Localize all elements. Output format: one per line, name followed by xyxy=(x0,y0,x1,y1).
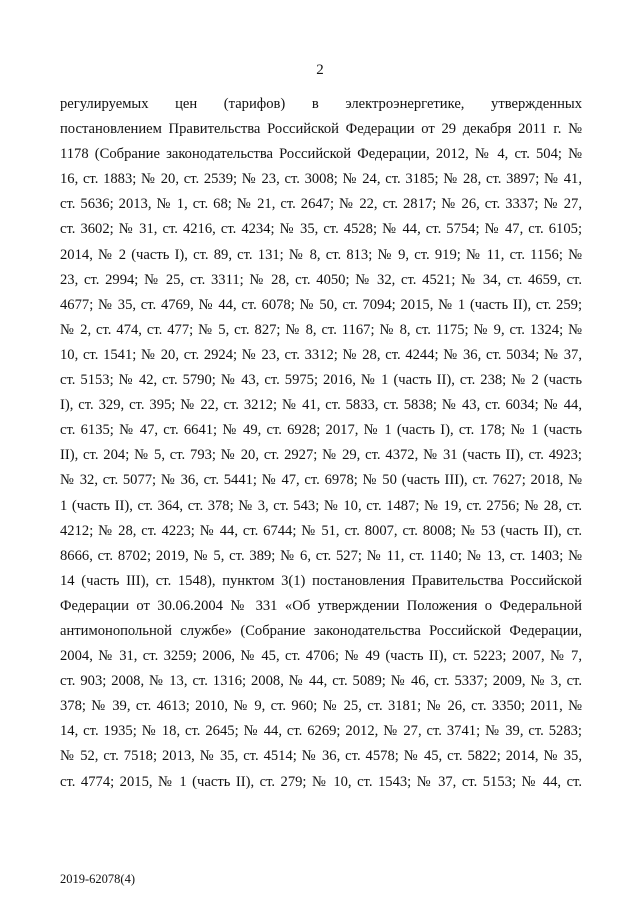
text-line: 14 (часть III), ст. 1548), пунктом 3(1) постановления Правительства Российской xyxy=(60,572,582,589)
text-line: ст. 4774; 2015, № 1 (часть II), ст. 279; № 10, ст. 1543; № 37, ст. 5153; № 44, ст. xyxy=(60,773,582,790)
text-line: 14, ст. 1935; № 18, ст. 2645; № 44, ст. 6269; 2012, № 27, ст. 3741; № 39, ст. 5283; xyxy=(60,723,582,740)
text-line: 16, ст. 1883; № 20, ст. 2539; № 23, ст. 3008; № 24, ст. 3185; № 28, ст. 3897; № 41, xyxy=(60,171,582,188)
text-line: ст. 903; 2008, № 13, ст. 1316; 2008, № 44, ст. 5089; № 46, ст. 5337; 2009, № 3, ст. xyxy=(60,673,582,690)
text-line: 2014, № 2 (часть I), ст. 89, ст. 131; № 8, ст. 813; № 9, ст. 919; № 11, ст. 1156; № xyxy=(60,246,582,263)
text-line: 4212; № 28, ст. 4223; № 44, ст. 6744; № 51, ст. 8007, ст. 8008; № 53 (часть II), ст. xyxy=(60,522,582,539)
text-line: постановлением Правительства Российской Федерации от 29 декабря 2011 г. № xyxy=(60,121,582,138)
text-line: II), ст. 204; № 5, ст. 793; № 20, ст. 2927; № 29, ст. 4372, № 31 (часть II), ст. 4923; xyxy=(60,447,582,464)
page-number: 2 xyxy=(316,62,324,78)
text-line: 378; № 39, ст. 4613; 2010, № 9, ст. 960; № 25, ст. 3181; № 26, ст. 3350; 2011, № xyxy=(60,698,582,715)
text-line: 1 (часть II), ст. 364, ст. 378; № 3, ст. 543; № 10, ст. 1487; № 19, ст. 2756; № 28, ст. xyxy=(60,497,582,514)
text-line: 2004, № 31, ст. 3259; 2006, № 45, ст. 4706; № 49 (часть II), ст. 5223; 2007, № 7, xyxy=(60,648,582,665)
text-line: 8666, ст. 8702; 2019, № 5, ст. 389; № 6, ст. 527; № 11, ст. 1140; № 13, ст. 1403; № xyxy=(60,547,582,564)
text-line: Федерации от 30.06.2004 № 331 «Об утверждении Положения о Федеральной xyxy=(60,597,582,614)
text-line: 23, ст. 2994; № 25, ст. 3311; № 28, ст. 4050; № 32, ст. 4521; № 34, ст. 4659, ст. xyxy=(60,271,582,288)
document-body-text xyxy=(60,92,582,795)
text-line: № 32, ст. 5077; № 36, ст. 5441; № 47, ст. 6978; № 50 (часть III), ст. 7627; 2018, № xyxy=(60,472,582,489)
text-line: № 52, ст. 7518; 2013, № 35, ст. 4514; № 36, ст. 4578; № 45, ст. 5822; 2014, № 35, xyxy=(60,748,582,765)
text-line: антимонопольной службе» (Собрание законодательства Российской Федерации, xyxy=(60,622,582,639)
text-line: регулируемых цен (тарифов) в электроэнергетике, утвержденных xyxy=(60,96,582,112)
text-line: ст. 6135; № 47, ст. 6641; № 49, ст. 6928; 2017, № 1 (часть I), ст. 178; № 1 (часть xyxy=(60,422,582,439)
text-line: 4677; № 35, ст. 4769, № 44, ст. 6078; № 50, ст. 7094; 2015, № 1 (часть II), ст. 259; xyxy=(60,296,582,313)
text-line: ст. 5636; 2013, № 1, ст. 68; № 21, ст. 2647; № 22, ст. 2817; № 26, ст. 3337; № 27, xyxy=(60,196,582,213)
text-line: 10, ст. 1541; № 20, ст. 2924; № 23, ст. 3312; № 28, ст. 4244; № 36, ст. 5034; № 37, xyxy=(60,346,582,363)
document-id: 2019-62078(4) xyxy=(60,872,135,886)
text-line: ст. 5153; № 42, ст. 5790; № 43, ст. 5975; 2016, № 1 (часть II), ст. 238; № 2 (часть xyxy=(60,372,582,389)
text-line: ст. 3602; № 31, ст. 4216, ст. 4234; № 35, ст. 4528; № 44, ст. 5754; № 47, ст. 6105; xyxy=(60,221,582,238)
text-line: 1178 (Собрание законодательства Российской Федерации, 2012, № 4, ст. 504; № xyxy=(60,146,582,163)
text-line: I), ст. 329, ст. 395; № 22, ст. 3212; № 41, ст. 5833, ст. 5838; № 43, ст. 6034; № 44, xyxy=(60,397,582,414)
text-line: № 2, ст. 474, ст. 477; № 5, ст. 827; № 8, ст. 1167; № 8, ст. 1175; № 9, ст. 1324; № xyxy=(60,321,582,338)
